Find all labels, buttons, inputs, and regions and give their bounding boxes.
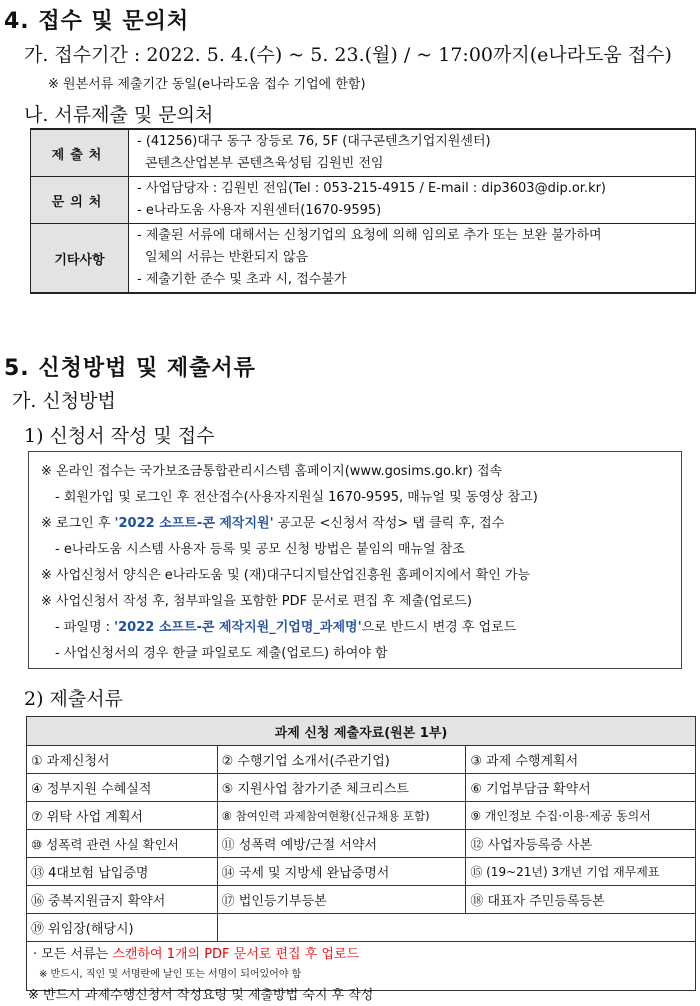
scan-note-highlight: 스캔하여 1개의 PDF 문서로 편집 후 업로드: [112, 947, 360, 962]
final-note: ※ 반드시 과제수행신청서 작성요령 및 제출방법 숙지 후 작성: [28, 988, 374, 1003]
online-reception-note: ※ 온라인 접수는 국가보조금통합관리시스템 홈페이지(www.gosims.go.kr) 접속: [41, 464, 503, 479]
signup-note: - 회원가입 및 로그인 후 전산접수(사용자지원실 1670-9595, 매뉴얼 및 동영상 참고): [55, 490, 538, 505]
user-registration-note: - e나라도움 시스템 사용자 등록 및 공모 신청 방법은 붙임의 매뉴얼 참조: [55, 542, 465, 557]
doc-item: ⑦ 위탁 사업 계획서: [27, 802, 218, 830]
doc-item: ⑭ 국세 및 지방세 완납증명서: [217, 858, 466, 886]
doc-item: ⑱ 대표자 주민등록등본: [466, 886, 696, 914]
support-center: - e나라도움 사용자 지원센터(1670-9595): [137, 203, 382, 218]
doc-item: ⑮ (19~21년) 3개년 기업 재무제표: [466, 858, 696, 886]
table-row: [31, 129, 696, 177]
doc-item: ④ 정부지원 수혜실적: [27, 774, 218, 802]
inquiry-info: [129, 177, 696, 224]
documents-header: 과제 신청 제출자료(원본 1부): [27, 717, 696, 746]
hwp-note: - 사업신청서의 경우 한글 파일로도 제출(업로드) 하여야 함: [55, 646, 388, 661]
table-row: [27, 830, 696, 858]
table-row: [27, 886, 696, 914]
doc-item: ⑰ 법인등기부등본: [217, 886, 466, 914]
filename-format: '2022 소프트-콘 제작지원_기업명_과제명': [114, 620, 362, 635]
table-row: [31, 224, 696, 294]
login-note: [41, 512, 504, 531]
pdf-submit-note: ※ 사업신청서 작성 후, 첨부파일을 포함한 PDF 문서로 편집 후 제출(업로드): [41, 594, 472, 609]
doc-item: ⑲ 위임장(해당시): [27, 914, 218, 942]
documents-heading: 2) 제출서류: [24, 688, 123, 710]
doc-item: ① 과제신청서: [27, 746, 218, 774]
scan-pdf-note: [33, 944, 695, 966]
login-note-a: ※ 로그인 후: [41, 516, 115, 531]
doc-item: ⑪ 성폭력 예방/근절 서약서: [217, 830, 466, 858]
address-line: - (41256)대구 동구 장등로 76, 5F (대구콘텐츠기업지원센터): [137, 134, 491, 149]
etc-info: [129, 224, 696, 294]
filename-note-a: - 파일명 :: [55, 620, 115, 635]
table-row: [27, 746, 696, 774]
label-submission: 제출처: [31, 129, 129, 177]
doc-item: ⑩ 성폭력 관련 사실 확인서: [27, 830, 218, 858]
team-line: 콘텐츠산업본부 콘텐츠육성팀 김원빈 전임: [145, 156, 384, 171]
doc-item: ⑧ 참여인력 과제참여현황(신규채용 포함): [217, 802, 466, 830]
login-note-c: 공고문 <신청서 작성> 탭 클릭 후, 접수: [273, 516, 505, 531]
doc-item: ⑨ 개인정보 수집·이용·제공 동의서: [466, 802, 696, 830]
table-row: [27, 858, 696, 886]
scan-note-a: · 모든 서류는: [33, 947, 113, 962]
reception-period: 가. 접수기간 : 2022. 5. 4.(수) ~ 5. 23.(월) / ~ 17:00까지(e나라도움 접수): [24, 44, 672, 66]
section-5-title: 5. 신청방법 및 제출서류: [4, 356, 256, 381]
form-download-note: ※ 사업신청서 양식은 e나라도움 및 (재)대구디지털산업진흥원 홈페이지에서 확인 가능: [41, 568, 531, 583]
table-row: [31, 177, 696, 224]
doc-item: ⑥ 기업부담금 확약서: [466, 774, 696, 802]
table-row: [27, 802, 696, 830]
filename-note: [55, 616, 516, 635]
program-name: '2022 소프트-콘 제작지원': [114, 516, 274, 531]
documents-table: [26, 716, 696, 991]
submission-address: [129, 129, 696, 177]
application-instructions-box: [28, 451, 682, 669]
application-submission-heading: 1) 신청서 작성 및 접수: [24, 425, 215, 447]
doc-item: ② 수행기업 소개서(주관기업): [217, 746, 466, 774]
etc-line-2: 일체의 서류는 반환되지 않음: [145, 250, 309, 265]
contact-table: [30, 128, 696, 294]
submission-contact-heading: 나. 서류제출 및 문의처: [24, 104, 214, 126]
table-row: [27, 914, 696, 942]
etc-line-1: - 제출된 서류에 대해서는 신청기업의 요청에 의해 임의로 추가 또는 보완 불가하며: [137, 228, 602, 243]
application-method-heading: 가. 신청방법: [12, 390, 116, 412]
doc-item: ⑫ 사업자등록증 사본: [466, 830, 696, 858]
etc-line-3: - 제출기한 준수 및 초과 시, 접수불가: [137, 272, 347, 287]
original-docs-note: ※ 원본서류 제출기간 동일(e나라도움 접수 기업에 한함): [48, 77, 366, 92]
label-etc: 기타사항: [31, 224, 129, 294]
doc-item: ③ 과제 수행계획서: [466, 746, 696, 774]
doc-item: ⑬ 4대보험 납입증명: [27, 858, 218, 886]
doc-item: ⑯ 중복지원금지 확약서: [27, 886, 218, 914]
empty-cell: [217, 914, 695, 942]
table-row: [27, 717, 696, 746]
filename-note-c: 으로 반드시 변경 후 업로드: [361, 620, 517, 635]
seal-signature-note: ※ 반드시, 직인 및 서명란에 날인 또는 서명이 되어있어야 함: [39, 969, 302, 980]
doc-item: ⑤ 지원사업 참가기준 체크리스트: [217, 774, 466, 802]
section-4-title: 4. 접수 및 문의처: [4, 9, 190, 34]
table-row: [27, 774, 696, 802]
manager-contact: - 사업담당자 : 김원빈 전임(Tel : 053-215-4915 / E-mail : dip3603@dip.or.kr): [137, 181, 607, 196]
label-inquiry: 문의처: [31, 177, 129, 224]
